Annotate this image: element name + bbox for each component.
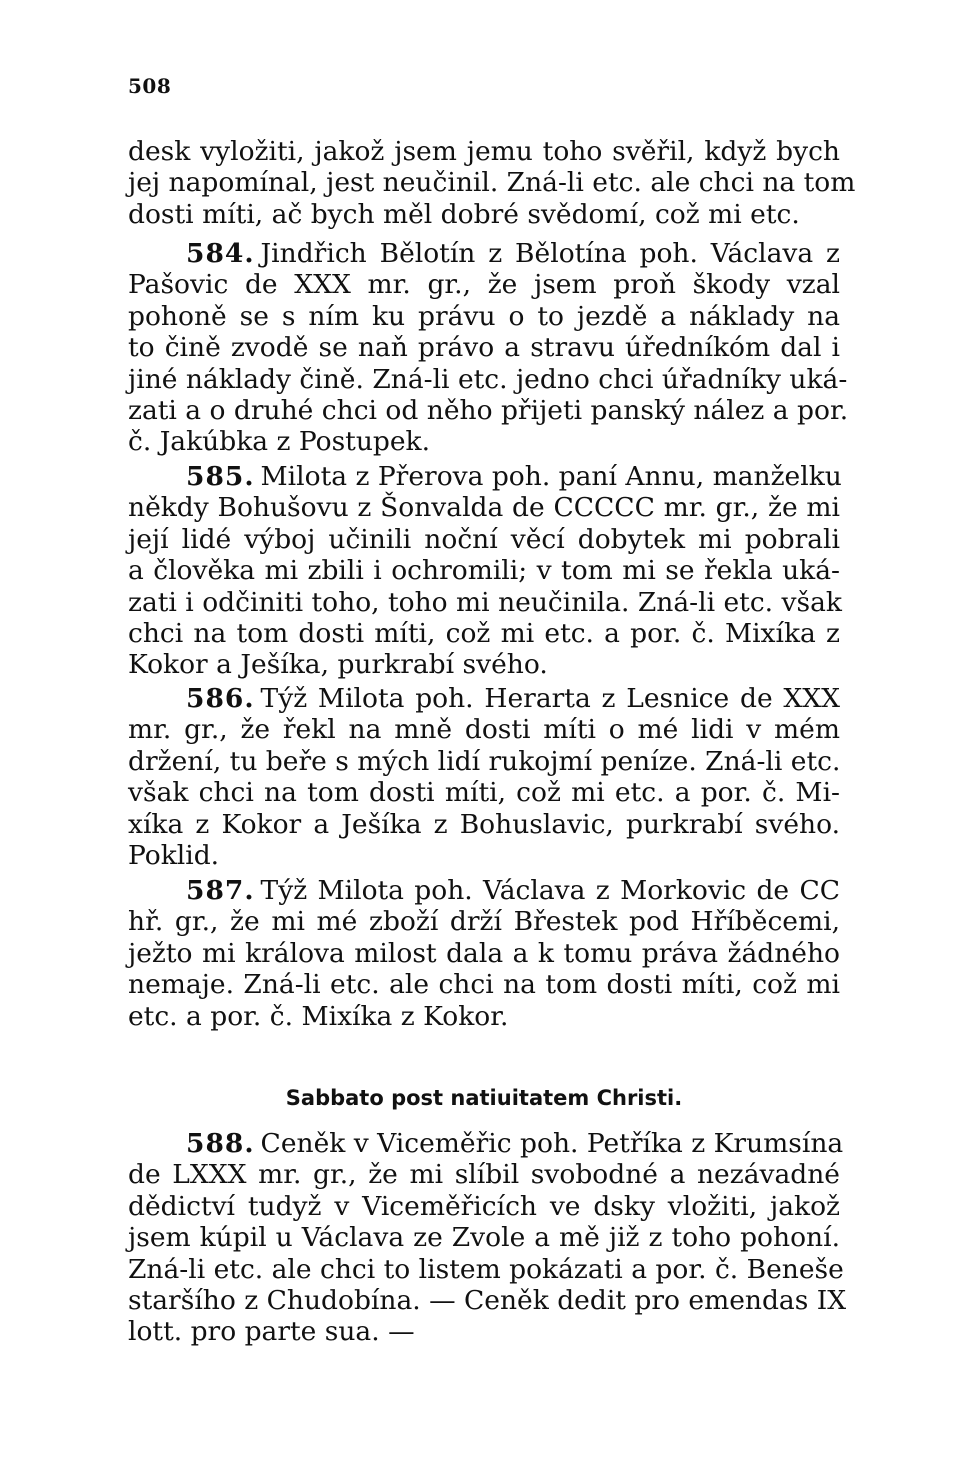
- text-line: držení, tu beře s mých lidí rukojmí peníze. Zná-li etc.: [128, 745, 841, 777]
- text-line: však chci na tom dosti míti, což mi etc. a por. č. Mi-: [128, 777, 840, 809]
- entry-first-line-text: Milota z Přerova poh. paní Annu, manželku: [260, 461, 842, 492]
- entry-first-line-text: Týž Milota poh. Václava z Morkovic de CC: [260, 875, 840, 906]
- text-line: zati i odčiniti toho, toho mi neučinila. Zná-li etc. však: [128, 586, 842, 618]
- text-line: jiné náklady čině. Zná-li etc. jedno chci úřadníky uká-: [128, 363, 848, 395]
- text-line: někdy Bohušovu z Šonvalda de CCCCC mr. gr., že mi: [128, 492, 840, 524]
- text-line: její lidé výboj učinili noční věcí dobytek mi pobrali: [128, 523, 840, 555]
- text-line: Zná-li etc. ale chci to listem pokázati a por. č. Beneše: [128, 1253, 844, 1285]
- text-line: lott. pro parte sua. —: [128, 1316, 415, 1348]
- section-heading: Sabbato post natiuitatem Christi.: [285, 1086, 683, 1110]
- text-line: Poklid.: [128, 839, 220, 871]
- text-line: chci na tom dosti míti, což mi etc. a por. č. Mixíka z: [128, 617, 840, 649]
- text-line: mr. gr., že řekl na mně dosti míti o mé lidi v mém: [128, 714, 840, 746]
- text-line: nemaje. Zná-li etc. ale chci na tom dosti míti, což mi: [128, 969, 840, 1001]
- entry-first-line: [128, 683, 840, 714]
- text-line: Kokor a Ješíka, purkrabí svého.: [128, 649, 548, 681]
- text-line: pohoně se s ním ku právu o to jezdě a náklady na: [128, 300, 840, 332]
- text-line: staršího z Chudobína. — Ceněk dedit pro emendas IX: [128, 1284, 847, 1316]
- entry-first-line: [128, 461, 840, 492]
- entry-585: [128, 461, 840, 681]
- intro-paragraph: [128, 136, 856, 230]
- text-line: jej napomínal, jest neučinil. Zná-li etc. ale chci na tom: [128, 167, 856, 199]
- text-line: de LXXX mr. gr., že mi slíbil svobodné a nezávadné: [128, 1159, 840, 1191]
- entry-587: [128, 875, 840, 1032]
- entry-first-line: [128, 238, 840, 269]
- entry-number: 585.: [186, 461, 255, 492]
- entry-number: 584.: [186, 238, 255, 269]
- text-line: xíka z Kokor a Ješíka z Bohuslavic, purkrabí svého.: [128, 808, 840, 840]
- entry-first-line: [128, 875, 840, 906]
- entry-first-line-text: Týž Milota poh. Herarta z Lesnice de XXX: [260, 683, 840, 714]
- text-line: etc. a por. č. Mixíka z Kokor.: [128, 1000, 509, 1032]
- entry-586: [128, 683, 840, 871]
- text-line: č. Jakúbka z Postupek.: [128, 426, 431, 458]
- entry-first-line-text: Ceněk v Viceměřic poh. Petříka z Krumsína: [260, 1128, 844, 1159]
- text-line: dědictví tudyž v Viceměřicích ve dsky vložiti, jakož: [128, 1190, 840, 1222]
- text-line: ježto mi králova milost dala a k tomu práva žádného: [128, 937, 840, 969]
- entry-number: 586.: [186, 683, 255, 714]
- text-line: to čině zvodě se naň právo a stravu úředníkóm dal i: [128, 332, 840, 364]
- page-number: 508: [128, 74, 172, 98]
- text-line: hř. gr., že mi mé zboží drží Břestek pod Hříběcemi,: [128, 906, 840, 938]
- entry-584: [128, 238, 849, 458]
- text-line: a člověka mi zbili i ochromili; v tom mi se řekla uká-: [128, 555, 840, 587]
- entry-588: [128, 1128, 847, 1348]
- text-line: zati a o druhé chci od něho přijeti panský nález a por.: [128, 394, 849, 426]
- text-line: Pašovic de XXX mr. gr., že jsem proň škody vzal: [128, 269, 840, 301]
- text-line: dosti míti, ač bych měl dobré svědomí, což mi etc.: [128, 198, 800, 230]
- text-line: desk vyložiti, jakož jsem jemu toho svěřil, když bych: [128, 136, 840, 167]
- text-line: jsem kúpil u Václava ze Zvole a mě již z toho pohoní.: [128, 1222, 840, 1254]
- entry-first-line: [128, 1128, 844, 1159]
- entry-first-line-text: Jindřich Bělotín z Bělotína poh. Václava z: [260, 238, 840, 269]
- entry-number: 587.: [186, 875, 255, 906]
- entry-number: 588.: [186, 1128, 255, 1159]
